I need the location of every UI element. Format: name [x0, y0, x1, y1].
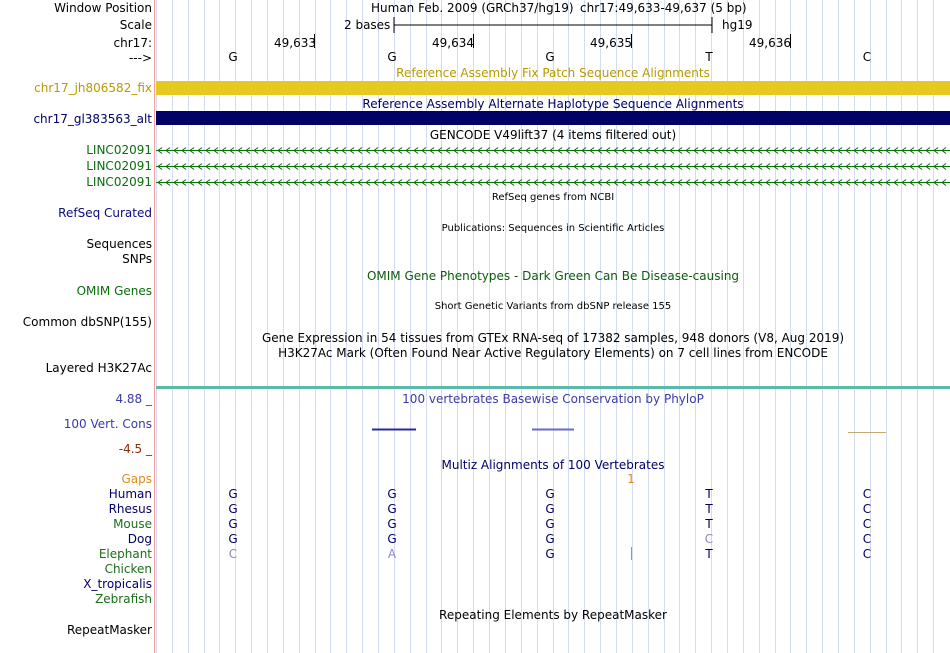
chrom-label: chr17:	[113, 36, 152, 50]
strand-label: --->	[128, 51, 152, 65]
multiz-gap-count: 1	[627, 472, 635, 486]
multiz-track-title[interactable]: Multiz Alignments of 100 Vertebrates	[441, 458, 665, 472]
dbsnp-label[interactable]: Common dbSNP(155)	[22, 315, 152, 329]
multiz-base: T	[705, 487, 713, 501]
multiz-base: G	[387, 517, 397, 531]
multiz-base: G	[545, 487, 555, 501]
multiz-base: C	[862, 547, 872, 561]
ruler-ticks	[314, 34, 794, 48]
multiz-base: G	[228, 487, 238, 501]
gtex-track-title[interactable]: Gene Expression in 54 tissues from GTEx RNA-seq of 17382 samples, 948 donors (V8, Aug 2019)	[261, 331, 845, 345]
ref-base: C	[862, 50, 872, 64]
repeatmasker-label[interactable]: RepeatMasker	[66, 623, 152, 637]
ref-base: T	[705, 50, 713, 64]
multiz-base: C	[228, 547, 238, 561]
gencode-transcripts[interactable]	[156, 143, 950, 189]
multiz-base: G	[387, 532, 397, 546]
gencode-item-label[interactable]: LINC02091	[86, 143, 152, 157]
multiz-species-label[interactable]: Rhesus	[108, 502, 152, 516]
fix-patch-alignment-bar[interactable]	[156, 81, 950, 95]
publications-track-title[interactable]: Publications: Sequences in Scientific Articles	[441, 223, 665, 234]
fix-patch-track-title[interactable]: Reference Assembly Fix Patch Sequence Alignments	[396, 66, 710, 80]
publications-snps-label[interactable]: SNPs	[122, 252, 152, 266]
h3k27ac-signal-baseline	[156, 386, 950, 389]
db-label: hg19	[722, 18, 753, 32]
assembly-title: Human Feb. 2009 (GRCh37/hg19)	[371, 1, 574, 15]
multiz-base: C	[862, 487, 872, 501]
position-readout[interactable]: chr17:49,633-49,637 (5 bp)	[580, 1, 747, 15]
ref-base: G	[387, 50, 397, 64]
ruler-tick-label: 49,636	[749, 36, 791, 50]
multiz-base: G	[387, 502, 397, 516]
multiz-species-label[interactable]: Mouse	[113, 517, 152, 531]
multiz-base: C	[704, 532, 714, 546]
omim-track-title[interactable]: OMIM Gene Phenotypes - Dark Green Can Be Disease-causing	[366, 269, 740, 283]
multiz-base: G	[387, 487, 397, 501]
scale-value: 2 bases	[344, 18, 391, 32]
multiz-base: G	[545, 517, 555, 531]
fix-patch-label[interactable]: chr17_jh806582_fix	[34, 81, 152, 95]
gencode-item-label[interactable]: LINC02091	[86, 159, 152, 173]
alt-haplotype-label[interactable]: chr17_gl383563_alt	[33, 112, 152, 126]
multiz-species-label[interactable]: Elephant	[98, 547, 152, 561]
phylop-min-label: -4.5 _	[118, 442, 152, 456]
phylop-label[interactable]: 100 Vert. Cons	[63, 417, 152, 431]
alt-haplotype-alignment-bar[interactable]	[156, 111, 950, 125]
multiz-base: C	[862, 502, 872, 516]
ref-base: G	[545, 50, 555, 64]
ruler-tick-label: 49,635	[590, 36, 632, 50]
multiz-base: T	[705, 517, 713, 531]
phylop-max-label: 4.88 _	[115, 392, 152, 406]
refseq-track-title[interactable]: RefSeq genes from NCBI	[491, 192, 615, 203]
phylop-signal	[156, 426, 950, 436]
multiz-base: T	[705, 502, 713, 516]
gencode-track-title[interactable]: GENCODE V49lift37 (4 items filtered out)	[429, 128, 677, 142]
h3k27ac-label[interactable]: Layered H3K27Ac	[45, 361, 152, 375]
multiz-base: G	[545, 547, 555, 561]
repeatmasker-track-title[interactable]: Repeating Elements by RepeatMasker	[439, 608, 667, 622]
multiz-species-label[interactable]: Human	[108, 487, 152, 501]
dbsnp-track-title[interactable]: Short Genetic Variants from dbSNP release 155	[434, 301, 672, 312]
scale-bar	[394, 17, 714, 33]
alt-haplotype-track-title[interactable]: Reference Assembly Alternate Haplotype Sequence Alignments	[362, 97, 744, 111]
multiz-base: T	[705, 547, 713, 561]
ruler-tick-label: 49,634	[432, 36, 474, 50]
scale-label: Scale	[119, 18, 152, 32]
multiz-species-label[interactable]: Dog	[127, 532, 152, 546]
ref-base: G	[228, 50, 238, 64]
multiz-base: C	[862, 532, 872, 546]
multiz-base: C	[862, 517, 872, 531]
omim-label[interactable]: OMIM Genes	[76, 284, 152, 298]
multiz-base: G	[545, 502, 555, 516]
publications-sequences-label[interactable]: Sequences	[86, 237, 152, 251]
multiz-base: A	[387, 547, 397, 561]
phylop-track-title[interactable]: 100 vertebrates Basewise Conservation by PhyloP	[402, 392, 704, 406]
multiz-base: G	[228, 532, 238, 546]
refseq-label[interactable]: RefSeq Curated	[58, 206, 152, 220]
h3k27ac-track-title[interactable]: H3K27Ac Mark (Often Found Near Active Regulatory Elements) on 7 cell lines from ENCODE	[278, 346, 828, 360]
multiz-species-label[interactable]: Zebrafish	[95, 592, 152, 606]
label-gutter-divider	[154, 0, 155, 653]
elephant-gap-marker	[631, 547, 633, 561]
multiz-species-label[interactable]: Chicken	[104, 562, 152, 576]
multiz-base: G	[228, 502, 238, 516]
ruler-tick-label: 49,633	[274, 36, 316, 50]
multiz-species-label[interactable]: X_tropicalis	[83, 577, 152, 591]
multiz-gaps-label[interactable]: Gaps	[121, 472, 152, 486]
multiz-base: G	[545, 532, 555, 546]
gencode-item-label[interactable]: LINC02091	[86, 175, 152, 189]
multiz-base: G	[228, 517, 238, 531]
window-position-label: Window Position	[54, 1, 152, 15]
